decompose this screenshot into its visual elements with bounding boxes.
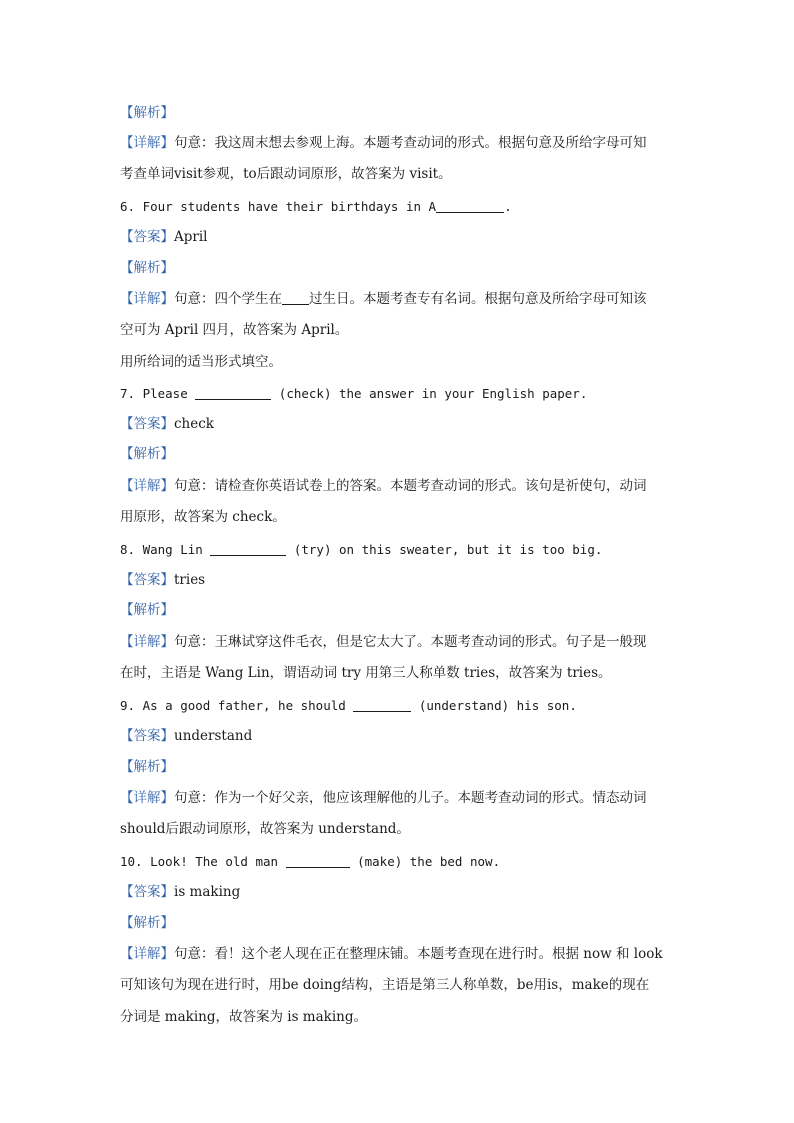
detail-line: 用原形，故答案为 check。 (120, 509, 286, 525)
detail-label: 【详解】 (120, 790, 174, 806)
answer-blank (210, 541, 286, 556)
answer-label: 【答案】 (120, 884, 174, 900)
answer-blank (436, 198, 504, 213)
answer-blank (195, 385, 271, 400)
detail-line: 【详解】句意：我这周末想去参观上海。本题考查动词的形式。根据句意及所给字母可知 (120, 135, 647, 151)
detail-line: 在时，主语是 Wang Lin，谓语动词 try 用第三人称单数 tries，故答案为 tries。 (120, 665, 612, 681)
analysis-label: 【解析】 (120, 602, 174, 618)
question-6: 6. Four students have their birthdays in A . (120, 199, 512, 214)
detail-line: 考查单词visit参观，to后跟动词原形，故答案为 visit。 (120, 166, 452, 182)
detail-label: 【详解】 (120, 478, 174, 494)
detail-label: 【详解】 (120, 946, 174, 962)
detail-label: 【详解】 (120, 135, 174, 151)
answer-label: 【答案】 (120, 572, 174, 588)
detail-label: 【详解】 (120, 634, 174, 650)
answer-label: 【答案】 (120, 229, 174, 245)
question-7: 7. Please (check) the answer in your English paper. (120, 386, 588, 401)
detail-line: 【详解】句意：请检查你英语试卷上的答案。本题考查动词的形式。该句是祈使句，动词 (120, 478, 647, 494)
answer-label: 【答案】 (120, 416, 174, 432)
answer-line: 【答案】is making (120, 884, 241, 900)
question-8: 8. Wang Lin (try) on this sweater, but it is too big. (120, 542, 603, 557)
analysis-label: 【解析】 (120, 915, 174, 931)
detail-line: 【详解】句意：作为一个好父亲，他应该理解他的儿子。本题考查动词的形式。情态动词 (120, 790, 647, 806)
answer-line: 【答案】April (120, 229, 208, 245)
analysis-label: 【解析】 (120, 759, 174, 775)
detail-line: 【详解】句意：四个学生在 过生日。本题考查专有名词。根据句意及所给字母可知该 (120, 291, 647, 307)
question-9: 9. As a good father, he should (understand) his son. (120, 698, 577, 713)
answer-line: 【答案】understand (120, 728, 253, 744)
detail-line: 空可为 April 四月，故答案为 April。 (120, 322, 349, 338)
detail-line: 分词是 making，故答案为 is making。 (120, 1009, 367, 1025)
question-10: 10. Look! The old man (make) the bed now. (120, 854, 501, 869)
detail-line: 【详解】句意：王琳试穿这件毛衣，但是它太大了。本题考查动词的形式。句子是一般现 (120, 634, 647, 650)
answer-line: 【答案】check (120, 416, 214, 432)
detail-label: 【详解】 (120, 291, 174, 307)
answer-label: 【答案】 (120, 728, 174, 744)
section-heading: 用所给词的适当形式填空。 (120, 354, 282, 370)
answer-blank (282, 290, 309, 305)
detail-line: 【详解】句意：看！这个老人现在正在整理床铺。本题考查现在进行时。根据 now 和 look (120, 946, 663, 962)
detail-line: 可知该句为现在进行时，用be doing结构，主语是第三人称单数，be用is，make的现在 (120, 977, 650, 993)
answer-blank (286, 853, 350, 868)
analysis-label: 【解析】 (120, 446, 174, 462)
answer-blank (353, 697, 411, 712)
detail-line: should后跟动词原形，故答案为 understand。 (120, 821, 410, 837)
analysis-label: 【解析】 (120, 260, 174, 276)
analysis-label: 【解析】 (120, 105, 174, 121)
answer-line: 【答案】tries (120, 572, 206, 588)
